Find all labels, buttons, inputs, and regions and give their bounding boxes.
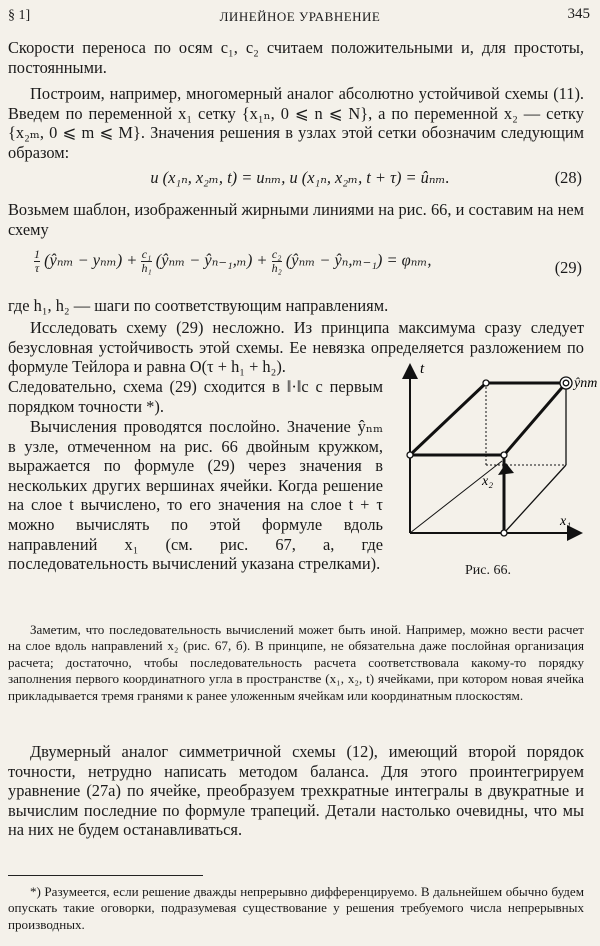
formula-29 (0, 248, 600, 288)
page-header (8, 6, 592, 28)
label-ynm: ŷnm (574, 376, 598, 391)
section-mark: § 1] (8, 8, 31, 23)
frac-3: $\frac{\text{c₂}}{\text{h₂}}$ (271, 247, 282, 275)
figure-66 (394, 355, 598, 585)
paragraph-6: Вычисления проводятся послойно. Значение ŷₙₘ в узле, отмеченном на рис. 66 двойным кружком, выражается по формуле (29) через значения в нескольких других вершинах ячейки. Когда решение на слое t вычислено, то его значения на слое t + τ можно вычислять по этой формуле вдоль направлений x₁ (см. рис. 67, a, где последовательность вычислений указана стрелками). (8, 417, 383, 574)
paragraph-2: Построим, например, многомерный аналог абсолютно устойчивой схемы (11). Введем по переменной x₁ сетку {x₁ₙ, 0 ⩽ n ⩽ N}, а по переменной x₂ — сетку {x₂ₘ, 0 ⩽ m ⩽ M}. Значения решения в узлах этой сетки обозначим следующим образом: (8, 84, 584, 162)
paragraph-5-cont: Следовательно, схема (29) сходится в ‖·‖c с первым порядком точности *). (8, 377, 383, 416)
label-x1: x₁ (560, 514, 572, 529)
paragraph-4: где h₁, h₂ — шаги по соответствующим направлениям. (8, 296, 389, 315)
formula-28-body: u (x₁ₙ, x₂ₘ, t) = uₙₘ, u (x₁ₙ, x₂ₘ, t + τ) = ûₙₘ. (150, 168, 450, 187)
formula-29-number: (29) (554, 258, 582, 277)
frac-1: $\frac{1}{\tau}$ (34, 247, 40, 275)
paragraph-7: Двумерный аналог симметричной схемы (12), имеющий второй порядок точности, нетрудно написать методом баланса. Для этого проинтегрируем уравнение (27а) по ячейке, преобразуем трехкратные интегралы в двукратные и вычислим последние по формуле трапеций. Детали настолько очевидны, что мы на них не будем останавливаться. (8, 742, 584, 840)
figure-caption: Рис. 66. (465, 563, 511, 578)
x2-axis (410, 461, 502, 533)
footnote: *) Разумеется, если решение дважды непрерывно дифференцируемо. В дальнейшем обычно будем опускать такие оговорки, подразумевая существование у решения требуемого числа непрерывных производных. (8, 884, 584, 932)
label-x2: x₂ (482, 474, 494, 489)
paragraph-5: Исследовать схему (29) несложно. Из принципа максимума сразу следует безусловная устойчивость этой схемы. Ее невязка определяется разложением по формуле Тейлора и равна O(τ + h₁ + h₂). (8, 318, 584, 377)
label-t: t (420, 361, 425, 377)
formula-28-number: (28) (554, 168, 582, 187)
formula-29-body: $\frac{1}{\tau}$ (ŷₙₘ − yₙₘ) + $\frac{\text{c₁}}{\text{h₁}}$ (ŷₙₘ − ŷₙ₋₁,ₘ) + $\frac{\text{c₂}}{\text{h₂}}$ (ŷₙₘ − ŷₙ,ₘ₋₁) = φₙₘ, (34, 247, 432, 275)
footnote-rule (8, 875, 203, 876)
frac-2: $\frac{\text{c₁}}{\text{h₁}}$ (141, 247, 152, 275)
remark-small: Заметим, что последовательность вычислений может быть иной. Например, можно вести расчет на слое вдоль направлений x₂ (рис. 67, б). В принципе, не обязательна даже послойная организация расчета; достаточно, чтобы последовательность расчета соответствовала какому-то порядку заполнения первого координатного угла в пространстве (x₁, x₂, t) ячейками, при котором новая ячейка прикладывается тремя гранями к ранее уложенным ячейкам или координатным плоскостям. (8, 622, 584, 703)
paragraph-1: Скорости переноса по осям c₁, c₂ считаем положительными и, для простоты, постоянными. (8, 38, 584, 77)
paragraph-3: Возьмем шаблон, изображенный жирными линиями на рис. 66, и составим на нем схему (8, 200, 584, 239)
page-number: 345 (567, 6, 590, 22)
running-title: ЛИНЕЙНОЕ УРАВНЕНИЕ (219, 9, 381, 24)
